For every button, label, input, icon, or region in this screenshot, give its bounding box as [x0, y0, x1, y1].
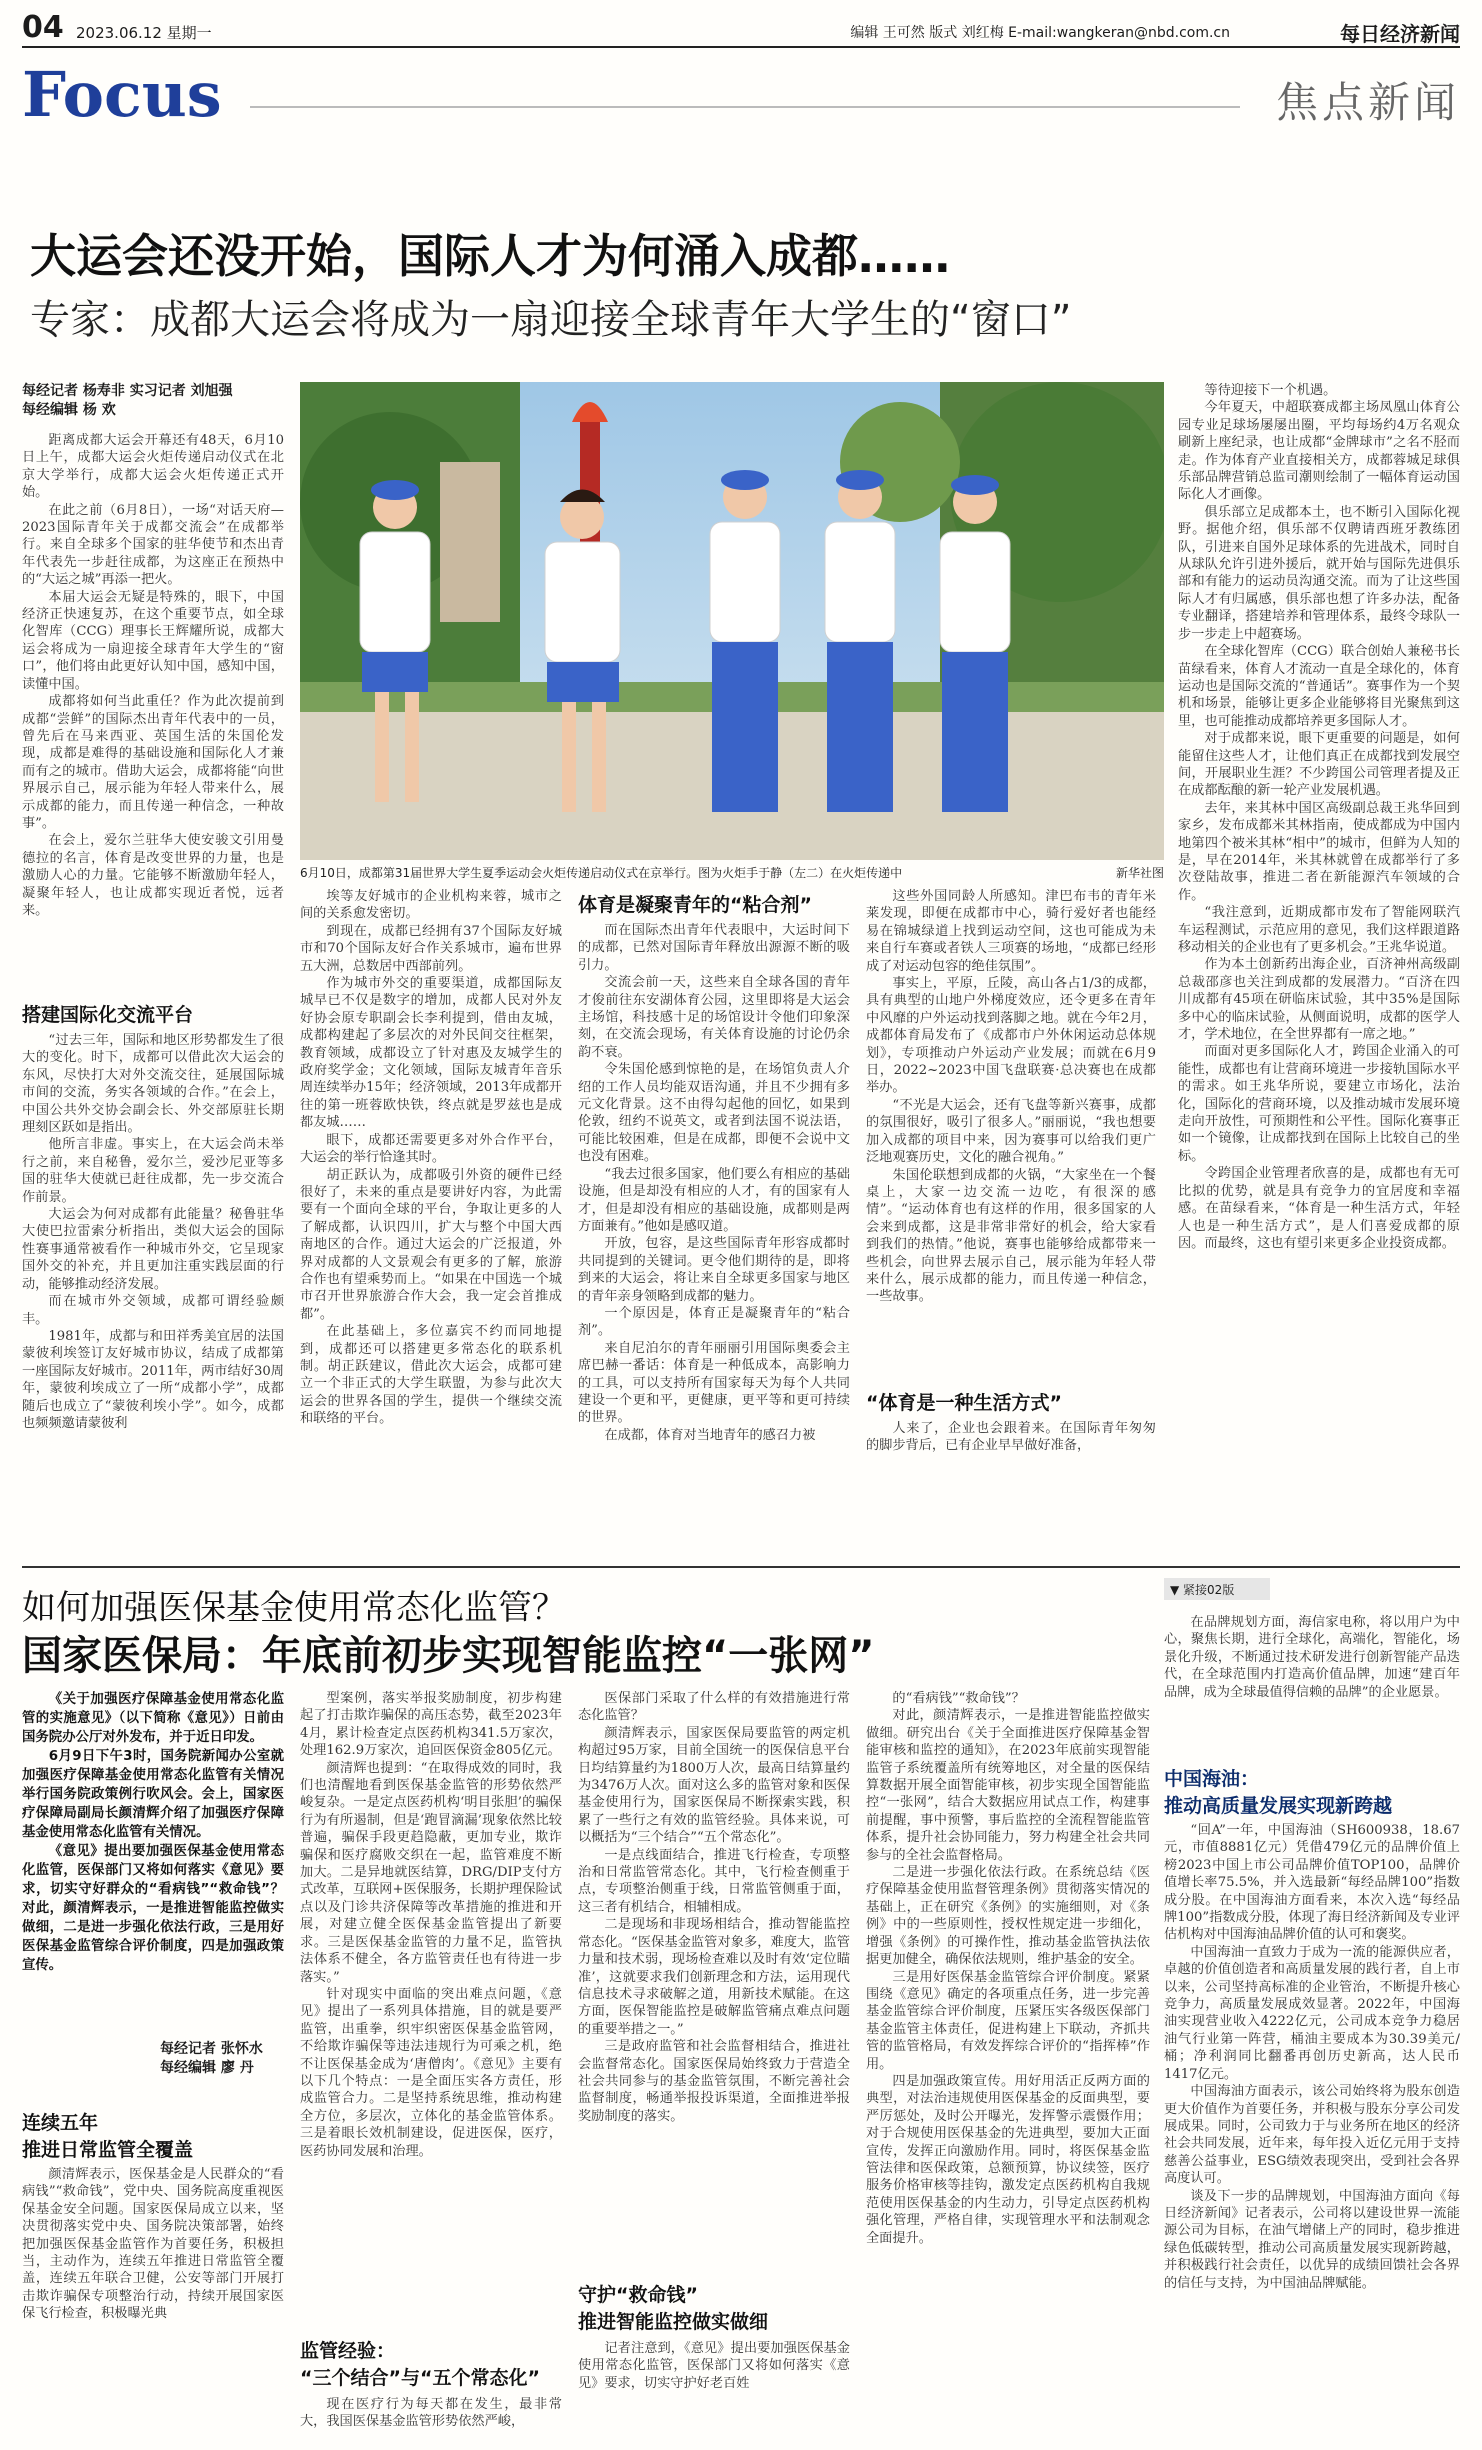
top-column-4	[866, 888, 1156, 1378]
paragraph: 记者注意到，《意见》提出要加强医保基金使用常态化监管，医保部门又将如何落实《意见》要求，切实守护好老百姓	[578, 2341, 850, 2391]
page-number: 04	[22, 10, 64, 45]
paragraph: 的“看病钱”“救命钱”？	[892, 1691, 1025, 1706]
paragraph: 事实上，平原，丘陵，高山各占1/3的成都，具有典型的山地户外梯度效应，还令更多在青年中风靡的户外运动找到落脚之地。就在今年2月，成都体育局发布了《成都市户外休闲运动总体规划》，专项推动户外运动产业发展；而就在6月9日，2022~2023中国飞盘联赛·总决赛也在成都举办。	[866, 976, 1156, 1096]
top-column-3	[578, 922, 850, 1554]
paragraph: 交流会前一天，这些来自全球各国的青年才俊前往东安湖体育公园，这里即将是大运会主场馆，科技感十足的场馆设计令他们印象深刻，在交流会现场，有关体育设施的讨论仍余韵不衰。	[578, 975, 850, 1060]
paragraph: 在全球化智库（CCG）联合创始人兼秘书长苗绿看来，体育人才流动一直是全球化的，体育运动也是国际交流的“普通话”。赛事作为一个契机和场景，能够让更多企业能够将目光聚焦到这里，也可能推动成都培养更多国际人才。	[1178, 644, 1460, 729]
bottom-column-4	[866, 1690, 1150, 2442]
paragraph: 在会上，爱尔兰驻华大使安骏文引用曼德拉的名言，体育是改变世界的力量，也是激励人心的力量。它能够不断激励年轻人，凝聚年轻人，也让成都实现近者悦，远者来。	[22, 833, 284, 918]
top-subhead-2: 体育是凝聚青年的“粘合剂”	[578, 894, 812, 916]
paragraph: “过去三年，国际和地区形势都发生了很大的变化。时下，成都可以借此次大运会的东风，尽快打大对外交流交往，延展国际城市间的交流，务实各领域的合作。”在会上，中国公共外交协会副会长、外交部原驻长期理刻区跃如是指出。	[22, 1033, 284, 1136]
paragraph: 人来了，企业也会跟着来。在国际青年匆匆的脚步背后，已有企业早早做好准备，	[866, 1421, 1156, 1454]
paragraph: 医保部门采取了什么样的有效措施进行常态化监管？	[578, 1691, 850, 1724]
paragraph: 颜清辉表示，国家医保局要监管的两定机构超过95万家，目前全国统一的医保信息平台日均结算量约为1800万人次，最高日结算量约为3476万人次。面对这么多的监管对象和医保基金使用行为，国家医保局不断探索实践，积累了一些行之有效的监管经验。具体来说，可以概括为“三个结合”“五个常态化”。	[578, 1725, 850, 1846]
paragraph: 眼下，成都还需要更多对外合作平台，大运会的举行恰逢其时。	[300, 1132, 562, 1166]
paragraph: 在此基础上，多位嘉宾不约而同地提到，成都还可以搭建更多常态化的联系机制。胡正跃建议，借此次大运会，成都可建立一个非正式的大学生联盟，为参与此次大运会的世界各国的学生，提供一个继续交流和联络的平台。	[300, 1324, 562, 1427]
paragraph: 胡正跃认为，成都吸引外资的硬件已经很好了，未来的重点是要讲好内容，为此需要有一个面向全球的平台，争取让更多的人了解成都，认识四川，扩大与整个中国大西南地区的合作。通过大运会的广泛报道，外界对成都的人文景观会有更多的了解，旅游合作也有望乘势而上。“如果在中国选一个城市召开世界旅游合作大会，我一定会首推成都”。	[300, 1167, 562, 1322]
paragraph: 针对现实中面临的突出难点问题，《意见》提出了一系列具体措施，目的就是要严监管，出重拳，织牢织密医保基金监管网，不给欺诈骗保等违法违规行为可乘之机，绝不让医保基金成为‘唐僧肉’。《意见》主要有以下几个特点：一是全面压实各方责任，形成监管合力。二是坚持系统思维，推动构建全方位，多层次，立体化的基金监管体系。三是着眼长效机制建设，促进医保，医疗，医药协同发展和治理。	[300, 1986, 562, 2159]
paragraph: 作为城市外交的重要渠道，成都国际友城早已不仅是数字的增加，成都人民对外友好协会原专职副会长李利提到，借由友城，成都构建起了多层次的对外民间交往框架，教育领域，成都设立了针对惠及友城学生的政府奖学金；文化领域，国际友城青年音乐周连续举办15年；经济领域，2013年成都开往的第一班蓉欧快铁，终点就是罗兹也是成都友城……	[300, 976, 562, 1131]
bottom-column-2b	[300, 2396, 562, 2442]
paragraph: 在此之前（6月8日），一场“对话天府—2023国际青年关于成都交流会”在成都举行。来自全球多个国家的驻华使节和杰出青年代表先一步赶往成都，为这座正在预热中的“大运之城”再添一把火。	[22, 502, 284, 588]
issue-date: 2023.06.12 星期一	[76, 24, 212, 42]
paragraph: 开放，包容，是这些国际青年形容成都时共同提到的关键词。更令他们期待的是，即将到来的大运会，将让来自全球更多国家与地区的青年亲身领略到成都的魅力。	[578, 1236, 850, 1304]
paragraph: 颜清辉表示，医保基金是人民群众的“看病钱”“救命钱”，党中央、国务院高度重视医保基金安全问题。国家医保局成立以来，坚决贯彻落实党中央、国务院决策部署，始终把加强医保基金监管作为首要任务，积极担当，主动作为，连续五年推进日常监管全覆盖，连续五年联合卫健，公安等部门开展打击欺诈骗保专项整治行动，持续开展国家医保飞行检查，积极曝光典	[22, 2167, 284, 2322]
paragraph: 型案例，落实举报奖励制度，初步构建起了打击欺诈骗保的高压态势，截至2023年4月，累计检查定点医药机构341.5万家次，处理162.9万家次，追回医保资金805亿元。	[300, 1691, 562, 1759]
paragraph: 到现在，成都已经拥有37个国际友好城市和70个国际友好合作关系城市，遍布世界五大洲，总数居中西部前列。	[300, 923, 562, 974]
bottom-column-5	[1164, 1614, 1460, 1754]
paragraph: 6月9日下午3时，国务院新闻办公室就加强医疗保障基金使用常态化监管有关情况举行国务院政策例行吹风会。会上，国家医疗保障局副局长颜清辉介绍了加强医疗保障基金使用常态化监管有关情况。	[22, 1749, 284, 1840]
paragraph: 埃等友好城市的企业机构来蓉，城市之间的关系愈发密切。	[300, 889, 562, 922]
photo-caption-row	[300, 864, 1164, 881]
paragraph: 本届大运会无疑是特殊的，眼下，中国经济正快速复苏，在这个重要节点，如全球化智库（CCG）理事长王辉耀所说，成都大运会将成为一扇迎接全球青年大学生的“窗口”，他们将由此更好认知中国，感知中国，读懂中国。	[22, 589, 284, 692]
paragraph: “我去过很多国家，他们要么有相应的基础设施，但是却没有相应的人才，有的国家有人才，但是却没有相应的基础设施，成都则是两方面兼有。”他如是感叹道。	[578, 1166, 850, 1234]
paragraph: 大运会为何对成都有此能量？秘鲁驻华大使巴拉雷索分析指出，类似大运会的国际性赛事通常被看作一种城市外交，它呈现家国外交的补充，并且更加注重实践层面的行动，能够推动经济发展。	[22, 1207, 284, 1292]
paragraph: 成都将如何当此重任？作为此次提前到成都“尝鲜”的国际杰出青年代表中的一员，曾先后在马来西亚、英国生活的朱国伦发现，成都是难得的基础设施和国际化人才兼而有之的城市。借助大运会，成都将能“向世界展示自己，展示能为年轻人带来什么，展示成都的能力，而且传递一种信念，一种故事”。	[22, 694, 284, 831]
paragraph: 对此，颜清辉表示，一是推进智能监控做实做细。研究出台《关于全面推进医疗保障基金智能审核和监控的通知》，在2023年底前实现智能监管子系统覆盖所有统筹地区，对全量的医保结算数据开展全面智能审核，初步实现全国智能监控“一张网”，结合大数据应用试点工作，构建事前提醒，事中预警，事后监控的全流程智能监管体系，提升社会协同能力，努力构建全社会共同参与的全社会监督格局。	[866, 1708, 1150, 1863]
paragraph: 在成都，体育对当地青年的感召力被	[604, 1427, 816, 1443]
paragraph: 中国海油一直致力于成为一流的能源供应者，卓越的价值创造者和高质量发展的践行者，自上市以来，公司坚持高标准的企业管治，不断提升核心竞争力，高质量发展成效显著。2022年，中国海油实现营业收入4222亿元，公司成本竞争力稳居油气行业第一阵营，桶油主要成本为30.39美元/桶；净利润同比翻番再创历史新高，达人民币1417亿元。	[1164, 1944, 1460, 2082]
paragraph: 他所言非虚。事实上，在大运会尚未举行之前，来自秘鲁，爱尔兰，爱沙尼亚等多国的驻华大使就已赶往成都，先一步交流合作前景。	[22, 1137, 284, 1205]
bottom-column-1	[22, 2166, 284, 2442]
top-column-1b	[22, 1032, 284, 1552]
paragraph: 来自尼泊尔的青年丽丽引用国际奥委会主席巴赫一番话：体育是一种低成本，高影响力的工具，可以支持所有国家每天为每个人共同建设一个更和平，更健康，更平等和更可持续的世界。	[578, 1340, 850, 1426]
paragraph: 一是点线面结合，推进飞行检查，专项整治和日常监管常态化。其中，飞行检查侧重于点，专项整治侧重于线，日常监管侧重于面，这三者有机结合，相辅相成。	[578, 1847, 850, 1915]
page-header	[22, 10, 1460, 48]
bottom-column-3b	[578, 2340, 850, 2442]
paragraph: 四是加强政策宣传。用好用活正反两方面的典型，对法治违规使用医保基金的反面典型，要严厉惩处，及时公开曝光，发挥警示震慑作用；对于合规使用医保基金的先进典型，要加大正面宣传，发挥正向激励作用。同时，将医保基金监管法律和医保政策，总额预算，协议续签，医疗服务价格审核等挂钩，激发定点医药机构自我规范使用医保基金的内生动力，引导定点医药机构强化管理，严格自律，实现管理水平和法制观念全面提升。	[866, 2073, 1150, 2246]
top-column-1	[22, 432, 284, 992]
top-column-2	[300, 888, 562, 1554]
paragraph: 三是政府监管和社会监督相结合，推进社会监督常态化。国家医保局始终致力于营造全社会共同参与的基金监管氛围，不断完善社会监督制度，畅通举报投诉渠道，全面推进举报奖励制度的落实。	[578, 2039, 850, 2124]
paragraph: 现在医疗行为每天都在发生，最非常大，我国医保基金监管形势依然严峻，	[300, 2397, 562, 2430]
bottom-lead	[22, 1690, 284, 2020]
torch-relay-photo	[300, 382, 1164, 860]
paragraph: “我注意到，近期成都市发布了智能网联汽车运程测试，示范应用的意见，我们这样跟道路移动相关的企业也有了更多机会。”王兆华说道。	[1178, 905, 1460, 955]
paragraph: 去年，来其林中国区高级副总裁王兆华回到家乡，发布成都米其林指南，使成都成为中国内地第四个被米其林“相中”的城市，但鲜为人知的是，早在2014年，米其林就曾在成都举行了多次登陆故事，推进二者在新能源汽车领域的合作。	[1178, 800, 1460, 903]
bottom-column-3	[578, 1690, 850, 2270]
top-subheadline: 专家：成都大运会将成为一扇迎接全球青年大学生的“窗口”	[30, 297, 1072, 343]
paragraph: 《意见》提出要加强医保基金使用常态化监管，医保部门又将如何落实《意见》要求，切实守好群众的“看病钱”“救命钱”？对此，颜清辉表示，一是推进智能监控做实做细，二是进一步强化依法行政，三是用好医保基金监管综合评价制度，四是加强政策宣传。	[22, 1844, 284, 1973]
paragraph: 中国海油方面表示，该公司始终将为股东创造更大价值作为首要任务，并积极与股东分享公司发展成果。同时，公司致力于与业务所在地区的经济社会共同发展，近年来，每年投入近亿元用于支持慈善公益事业，ESG绩效表现突出，受到社会各界高度认可。	[1164, 2084, 1460, 2187]
paragraph: 而面对更多国际化人才，跨国企业涌入的可能性，成都也有让营商环境进一步接轨国际水平的需求。如王兆华所说，要建立市场化，法治化，国际化的营商环境，以及推动城市发展环境走向开放性，可预期性和公平性。国际化赛事正如一个镜像，让成都找到在国际上比较自己的坐标。	[1178, 1044, 1460, 1164]
paragraph: 对于成都来说，眼下更重要的问题是，如何能留住这些人才，让他们真正在成都找到发展空间，开展职业生涯？不少跨国公司管理者提及正在成都酝酿的新一轮产业发展机遇。	[1178, 731, 1460, 799]
bottom-subhead-3: 守护“救命钱” 推进智能监控做实做细	[578, 2284, 769, 2333]
paragraph: 二是进一步强化依法行政。在系统总结《医疗保障基金使用监督管理条例》贯彻落实情况的基础上，正在研究《条例》的实施细则，对《条例》中的一些原则性，授权性规定进一步细化，增强《条例》的可操作性，推动基金监管执法依据更加健全，确保依法规则，维护基金的安全。	[866, 1865, 1150, 1968]
top-subhead-1: 搭建国际化交流平台	[22, 1004, 194, 1026]
paragraph: “不光是大运会，还有飞盘等新兴赛事，成都的氛围很好，吸引了很多人。”丽丽说，“我也想要加入成都的项目中来，因为赛事可以给我们更广泛地观赛历史，文化的融合视角。”	[866, 1097, 1156, 1166]
paragraph: 作为本土创新药出海企业，百济神州高级副总裁邵彦也关注到成都的发展潜力。“百济在四川成都有45项在研临床试验，其中35%是国际多中心的临床试验，从侧面说明，成都的医学人才，学术地位，在全世界都有一席之地。”	[1178, 957, 1460, 1043]
paragraph: 等待迎接下一个机遇。	[1204, 383, 1337, 398]
paragraph: 令跨国企业管理者欣喜的是，成都也有无可比拟的优势，就是具有竞争力的宜居度和幸福感。在苗绿看来，“体育是一种生活方式，年轻人也是一种生活方式”，是人们喜爱成都的原因。而最终，这也有望引来更多企业投资成都。	[1178, 1166, 1460, 1251]
bottom-subhead-4: 中国海油： 推动高质量发展实现新跨越	[1164, 1768, 1393, 1817]
paragraph: 《关于加强医疗保障基金使用常态化监管的实施意见》（以下简称《意见》）日前由国务院办公厅对外发布，并于近日印发。	[22, 1692, 284, 1745]
top-column-4b	[866, 1420, 1156, 1554]
bottom-subheadline: 国家医保局：年底前初步实现智能监控“一张网”	[22, 1633, 875, 1679]
top-subhead-3: “体育是一种生活方式”	[866, 1392, 1062, 1414]
bottom-headline: 如何加强医保基金使用常态化监管？	[22, 1588, 566, 1628]
paragraph: 距离成都大运会开幕还有48天，6月10日上午，成都大运会火炬传递启动仪式在北京大学举行，成都大运会火炬传递正式开始。	[22, 433, 284, 501]
paragraph: 朱国伦联想到成都的火锅，“大家坐在一个餐桌上，大家一边交流一边吃，有很深的感情”。“运动体育也有这样的作用，很多国家的人会来到成都，这是非常非常好的机会，给大家看到我们的热情。”他说，赛事也能够给成都带来一些机会，向世界去展示自己，展示能为年轻人带来什么，展示成都的能力，而且传递一种信念，一些故事。	[866, 1167, 1156, 1305]
bottom-column-5b	[1164, 1822, 1460, 2442]
paragraph: “回A”一年，中国海油（SH600938，18.67元，市值8881亿元）凭借479亿元的品牌价值上榜2023中国上市公司品牌价值TOP100，品牌价值增长率75.5%，并入选最新“每经品牌100”指数成分股。在中国海油方面看来，本次入选“每经品牌100”指数成分股，体现了海日经济新闻及专业评估机构对中国海油品牌价值的认可和褒奖。	[1164, 1823, 1460, 1943]
paragraph: 俱乐部立足成都本土，也不断引入国际化视野。据他介绍，俱乐部不仅聘请西班牙教练团队，引进来自国外足球体系的先进战术，同时自从球队允许引进外援后，就开始与国际先进俱乐部和有能力的运动员沟通交流。而为了让这些国际人才有归属感，俱乐部也想了许多办法，配备专业翻译，搭建培养和管理体系，最终令球队一步一步走上中超赛场。	[1178, 504, 1460, 642]
paragraph: 今年夏天，中超联赛成都主场凤凰山体育公园专业足球场屡屡出圈，平均每场约4万名观众刷新上座纪录，也让成都“金牌球市”之名不胫而走。作为体育产业直接相关方，成都蓉城足球俱乐部品牌营销总监司潮则绘制了一幅体育运动国际化人才画像。	[1178, 400, 1460, 503]
bottom-subhead-2: 监管经验： “三个结合”与“五个常态化”	[300, 2340, 540, 2389]
story-divider	[22, 1566, 1460, 1568]
section-title-zh: 焦点新闻	[1275, 78, 1460, 127]
paragraph: 二是现场和非现场相结合，推动智能监控常态化。“医保基金监管对象多，难度大，监管力量和技术弱，现场检查难以及时有效‘定位瞄准’，这就要求我们创新理念和方法，运用现代信息技术寻求破解之道，用新技术赋能。在这方面，医保智能监控是破解监管痛点难点问题的重要举措之一。”	[578, 1917, 850, 2037]
paragraph: 而在城市外交领域，成都可谓经验颇丰。	[22, 1294, 284, 1327]
newspaper-name: 每日经济新闻	[1340, 22, 1460, 46]
continued-label: ▼ 紧接02版	[1164, 1578, 1270, 1600]
paragraph: 三是用好医保基金监管综合评价制度。紧紧围绕《意见》确定的各项重点任务，进一步完善基金监管综合评价制度，压紧压实各级医保部门基金监管主体责任，促进构建上下联动，齐抓共管的监管格局，有效发挥综合评价的“指挥棒”作用。	[866, 1969, 1150, 2072]
paragraph: 而在国际杰出青年代表眼中，大运时间下的成都，已然对国际青年释放出源源不断的吸引力。	[578, 923, 850, 973]
bottom-byline: 每经记者 张怀水 每经编辑 廖 丹	[160, 2041, 263, 2076]
paragraph: 1981年，成都与和田祥秀美宜居的法国蒙彼利埃签订友好城市协议，结成了成都第一座国际友好城市。2011年，两市结好30周年，蒙彼利埃成立了一所“成都小学”，成都随后也成立了“蒙彼利埃小学”。如今，成都也频频邀请蒙彼利	[22, 1328, 284, 1431]
paragraph: 这些外国同龄人所感知。津巴布韦的青年米莱发现，即便在成都市中心，骑行爱好者也能经易在锦城绿道上找到运动空间，这也可能成为未来自行车赛或者铁人三项赛的场地，“成都已经形成了对运动包容的绝佳氛围”。	[866, 889, 1156, 974]
bottom-column-2	[300, 1690, 562, 2330]
bottom-subhead-1: 连续五年 推进日常监管全覆盖	[22, 2112, 194, 2161]
top-headline: 大运会还没开始，国际人才为何涌入成都……	[30, 229, 950, 283]
section-rule	[250, 106, 1240, 108]
photo-credit: 新华社图	[1115, 866, 1164, 880]
paragraph: 在品牌规划方面，海信家电称，将以用户为中心，聚焦长期，进行全球化，高端化，智能化，场景化升级，不断通过技术研发进行创新智能产品迭代，在全球范围内打造高价值品牌，加速“建百年品牌，成为全球最值得信赖的品牌”的企业愿景。	[1164, 1615, 1460, 1700]
editor-credits: 编辑 王可然 版式 刘红梅 E-mail:wangkeran@nbd.com.cn	[850, 25, 1230, 41]
paragraph: 令朱国伦感到惊艳的是，在场馆负责人介绍的工作人员均能双语沟通，并且不少拥有多元文化背景。这不由得勾起他的回忆，如果到伦敦，纽约不说英文，或者到法国不说法语，可能比较困难，但是在成都，即便不会说中文也没有困难。	[578, 1062, 850, 1165]
top-byline: 每经记者 杨寿非 实习记者 刘旭强 每经编辑 杨 欢	[22, 383, 233, 418]
section-title: Focus	[22, 58, 222, 131]
paragraph: 一个原因是，体育正是凝聚青年的“粘合剂”。	[578, 1305, 850, 1339]
paragraph: 颜清辉也提到：“在取得成效的同时，我们也清醒地看到医保基金监管的形势依然严峻复杂。一是定点医药机构‘明目张胆’的骗保行为有所遏制，但是‘跑冒滴漏’现象依然比较普遍，骗保手段更趋隐蔽，更加专业，欺诈骗保和医疗腐败交织在一起，监管难度不断加大。二是异地就医结算，DRG/DIP支付方式改革，互联网+医保服务，长期护理保险试点以及门诊共济保障等改革措施的推进和开展，对建立健全医保基金监管提出了新要求。三是医保基金监管的力量不足，监管执法体系不健全，各方监管责任也有待进一步落实。”	[300, 1760, 562, 1985]
top-column-5	[1178, 382, 1460, 1554]
paragraph: 谈及下一步的品牌规划，中国海油方面向《每日经济新闻》记者表示，公司将以建设世界一流能源公司为目标，在油气增储上产的同时，稳步推进绿色低碳转型，推动公司高质量发展实现新跨越，并积极践行社会责任，以优异的成绩回馈社会各界的信任与支持，为中国油品牌赋能。	[1164, 2188, 1460, 2291]
photo-caption: 6月10日，成都第31届世界大学生夏季运动会火炬传递启动仪式在京举行。图为火炬手于静（左二）在火炬传递中	[300, 866, 903, 880]
